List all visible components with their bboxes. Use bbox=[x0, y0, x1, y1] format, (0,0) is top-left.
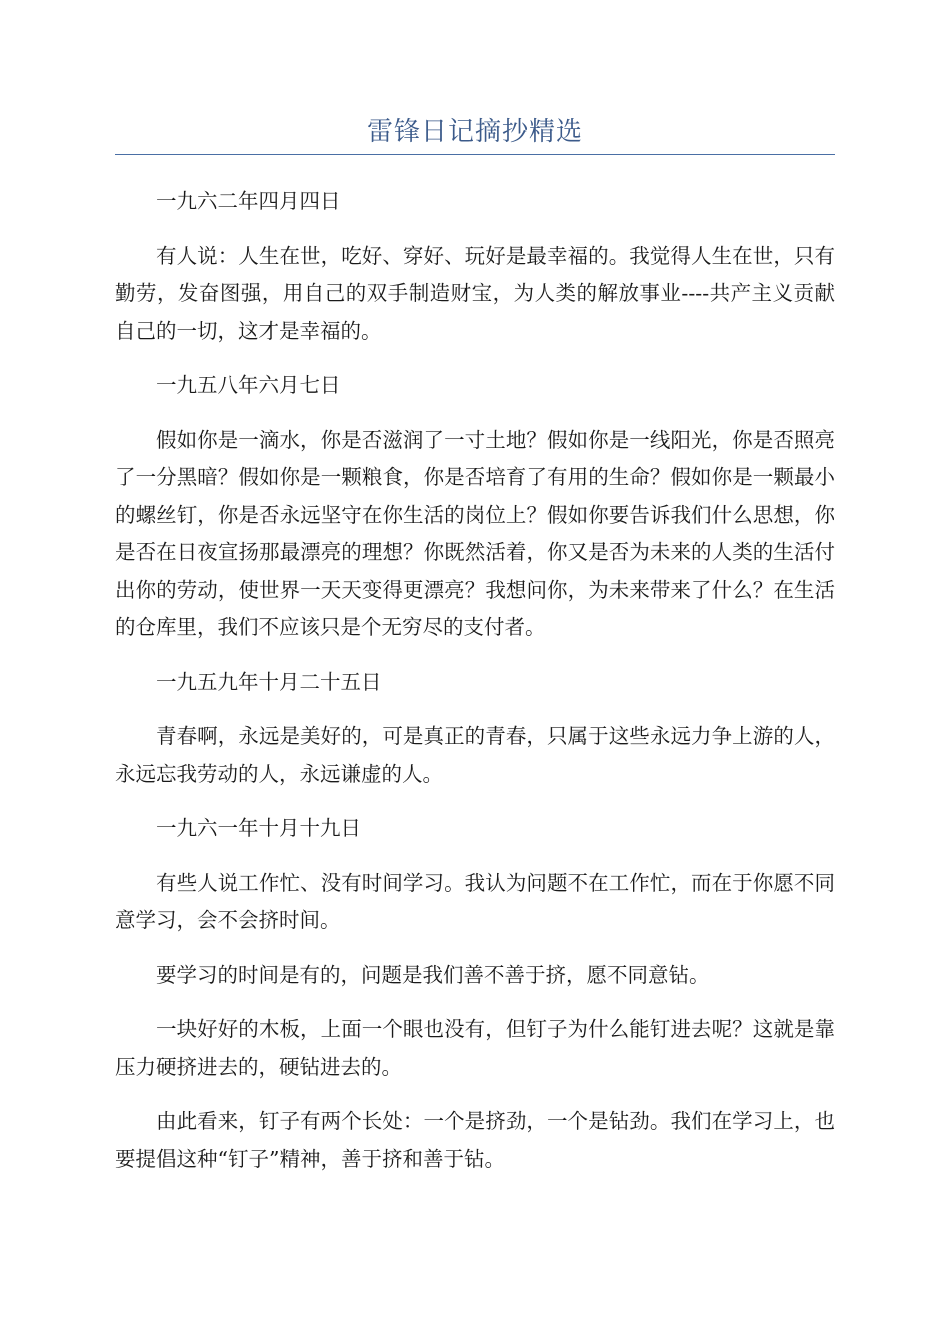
entry-paragraph: 青春啊，永远是美好的，可是真正的青春，只属于这些永远力争上游的人，永远忘我劳动的人，永远谦虚的人。 bbox=[115, 724, 835, 786]
entry-date: 一九六一年十月十九日 bbox=[156, 816, 361, 840]
entry-date: 一九五九年十月二十五日 bbox=[156, 669, 382, 694]
entry-paragraph: 假如你是一滴水，你是否滋润了一寸土地？假如你是一线阳光，你是否照亮了一分黑暗？假如你是一颗粮食，你是否培育了有用的生命？假如你是一颗最小的螺丝钉，你是否永远坚守在你生活的岗位上？假如你要告诉我们什么思想，你是否在日夜宣扬那最漂亮的理想？你既然活着，你又是否为未来的人类的生活付出你的劳动，使世界一天天变得更漂亮？我想问你，为未来带来了什么？在生活的仓库里，我们不应该只是个无穷尽的支付者。 bbox=[115, 427, 835, 639]
entry-paragraph: 一块好好的木板，上面一个眼也没有，但钉子为什么能钉进去呢？这就是靠压力硬挤进去的，硬钻进去的。 bbox=[115, 1017, 835, 1079]
entry-paragraph: 有人说：人生在世，吃好、穿好、玩好是最幸福的。我觉得人生在世，只有勤劳，发奋图强，用自己的双手制造财宝，为人类的解放事业----共产主义贡献自己的一切，这才是幸福的。 bbox=[115, 243, 835, 343]
entry-date: 一九六二年四月四日 bbox=[156, 189, 341, 213]
document-page bbox=[115, 112, 835, 1195]
title-underline bbox=[115, 154, 835, 155]
entry-date: 一九五八年六月七日 bbox=[156, 373, 341, 397]
entry-paragraph: 要学习的时间是有的，问题是我们善不善于挤，愿不同意钻。 bbox=[156, 962, 710, 987]
entry-paragraph: 由此看来，钉子有两个长处：一个是挤劲，一个是钻劲。我们在学习上，也要提倡这种“钉子”精神，善于挤和善于钻。 bbox=[115, 1109, 835, 1171]
document-title: 雷锋日记摘抄精选 bbox=[366, 117, 583, 147]
entry-paragraph: 有些人说工作忙、没有时间学习。我认为问题不在工作忙，而在于你愿不同意学习，会不会挤时间。 bbox=[115, 870, 835, 932]
